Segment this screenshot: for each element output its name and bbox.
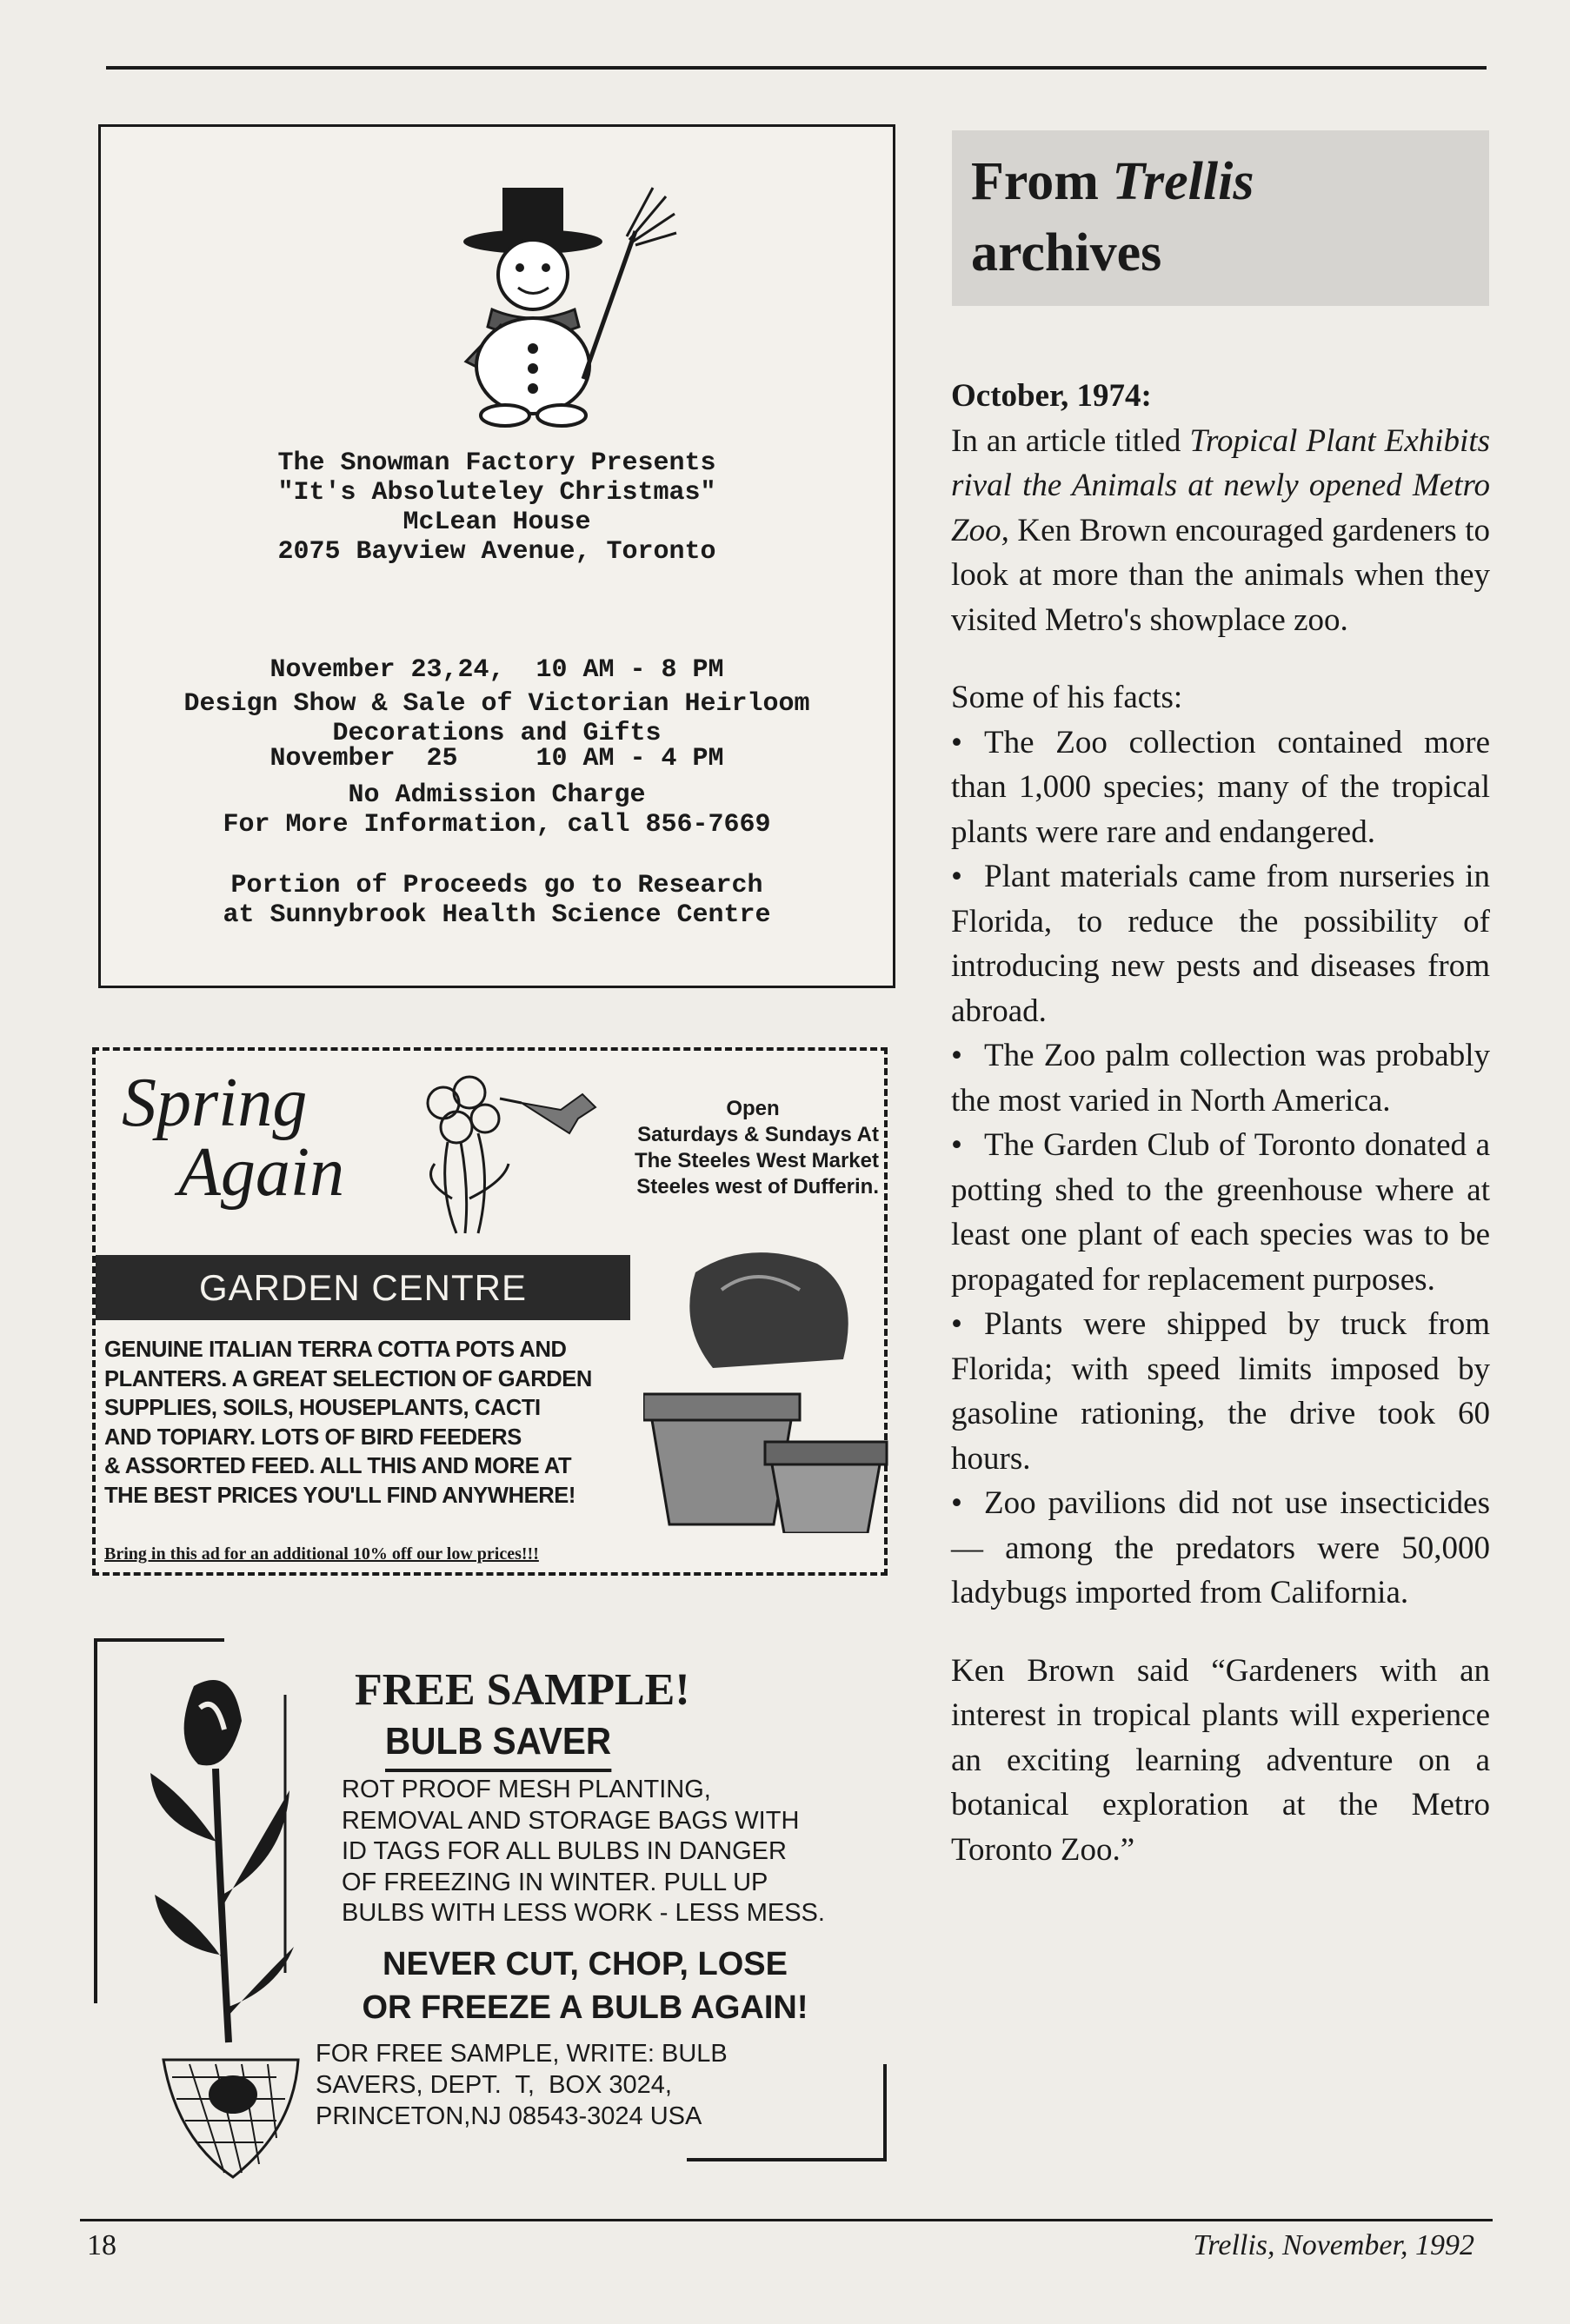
body-line: THE BEST PRICES YOU'LL FIND ANYWHERE! [104, 1483, 575, 1508]
heading-line2: archives [971, 223, 1162, 282]
article-date: October, 1974: [951, 378, 1152, 414]
heading-prefix: From [971, 152, 1113, 211]
fact-text: The Zoo palm collection was probably the most varied in North America. [951, 1038, 1490, 1119]
snowman-line: The Snowman Factory Presents [277, 448, 716, 478]
desc-line: OF FREEZING IN WINTER. PULL UP [342, 1868, 768, 1896]
fact-bullet: • Plants were shipped by truck from Florida; with speed limits imposed by gasoline rationing, the drive took 60 hours. [951, 1306, 1490, 1477]
snowman-factory-ad [98, 124, 895, 988]
spring-open-hours [592, 1096, 879, 1200]
page-number: 18 [87, 2229, 116, 2261]
fact-bullet: • The Garden Club of Toronto donated a potting shed to the greenhouse where at least one plant of each species was to be propagated for replacement purposes. [951, 1127, 1490, 1298]
desc-line: ROT PROOF MESH PLANTING, [342, 1776, 711, 1803]
fact-bullet: • The Zoo palm collection was probably the most varied in North America. [951, 1038, 1490, 1119]
snowman-intro [101, 448, 893, 567]
archives-heading-box [952, 130, 1489, 306]
snowman-date-line: November 25 10 AM - 4 PM [269, 744, 724, 774]
bulb-product-name: BULB SAVER [385, 1718, 611, 1772]
intro-post: Ken Brown encouraged gardeners to look at more than the animals when they visited Metro's showplace zoo. [951, 512, 1490, 638]
address-line: PRINCETON,NJ 08543-3024 USA [316, 2102, 702, 2130]
address-line: FOR FREE SAMPLE, WRITE: BULB [316, 2040, 728, 2068]
snowman-proceeds [101, 871, 893, 930]
snowman-date-line: November 23,24, 10 AM - 8 PM [269, 655, 724, 685]
desc-line: BULBS WITH LESS WORK - LESS MESS. [342, 1899, 825, 1927]
body-line: PLANTERS. A GREAT SELECTION OF GARDEN [104, 1366, 592, 1391]
publication-info: Trellis, November, 1992 [1193, 2229, 1474, 2261]
terra-cotta-pots-illustration [643, 1238, 895, 1533]
body-line: & ASSORTED FEED. ALL THIS AND MORE AT [104, 1454, 572, 1478]
bulb-border-right [883, 2064, 887, 2160]
fact-text: Plant materials came from nurseries in Florida, to reduce the possibility of introducing new pests and diseases from abroad. [951, 859, 1490, 1029]
open-line: Open [726, 1097, 780, 1120]
snowman-proceeds-line: Portion of Proceeds go to Research [230, 871, 763, 900]
bulb-address [316, 2038, 728, 2132]
heading-italic: Trellis [1112, 152, 1254, 211]
slogan-line: NEVER CUT, CHOP, LOSE [383, 1946, 788, 1982]
fact-bullet: • Plant materials came from nurseries in Florida, to reduce the possibility of introducing new pests and diseases from abroad. [951, 859, 1490, 1029]
spacer [951, 1616, 1490, 1649]
snowman-info-line: No Admission Charge [348, 780, 646, 810]
closing-quote: Ken Brown said “Gardeners with an interest in tropical plants will experience an exciting learning adventure on a botanical exploration at the Metro Toronto Zoo.” [951, 1652, 1490, 1868]
open-line: Steeles west of Dufferin. [636, 1175, 879, 1199]
flower-hummingbird-illustration [409, 1068, 617, 1242]
spring-again-ad [92, 1047, 888, 1576]
fact-bullet: • Zoo pavilions did not use insecticides — among the predators were 50,000 ladybugs imported from California. [951, 1485, 1490, 1610]
spring-logo-line1: Spring [122, 1065, 308, 1141]
spring-body-text [104, 1336, 592, 1511]
snowman-line: 2075 Bayview Avenue, Toronto [277, 537, 716, 567]
bulb-slogan [337, 1942, 833, 2029]
snowman-show [101, 689, 893, 748]
fact-text: The Garden Club of Toronto donated a potting shed to the greenhouse where at least one plant of each species was to be propagated for replacement purposes. [951, 1127, 1490, 1298]
open-line: Saturdays & Sundays At [637, 1123, 879, 1146]
slogan-line: OR FREEZE A BULB AGAIN! [362, 1989, 808, 2026]
body-line: GENUINE ITALIAN TERRA COTTA POTS AND [104, 1338, 567, 1362]
snowman-show-line: Design Show & Sale of Victorian Heirloom [183, 689, 810, 719]
body-line: AND TOPIARY. LOTS OF BIRD FEEDERS [104, 1424, 522, 1450]
spring-coupon-footer: Bring in this ad for an additional 10% off our low prices!!! [104, 1544, 539, 1564]
snowman-show-line: Decorations and Gifts [332, 719, 662, 748]
archives-article [951, 374, 1490, 1872]
fact-bullet: • The Zoo collection contained more than 1,000 species; many of the tropical plants were rare and endangered. [951, 724, 1490, 850]
article-intro [951, 419, 1490, 643]
fact-text: Plants were shipped by truck from Florida; with speed limits imposed by gasoline rationing, the drive took 60 hours. [951, 1306, 1490, 1477]
snowman-line: "It's Absoluteley Christmas" [277, 478, 716, 508]
open-line: The Steeles West Market [634, 1149, 879, 1172]
lily-bulb-illustration [146, 1669, 320, 2181]
bulb-headline: FREE SAMPLE! [355, 1665, 690, 1715]
snowman-info [101, 780, 893, 840]
intro-title: Tropical Plant Exhibits rival the Animals at newly opened Metro Zoo, [951, 422, 1490, 548]
spring-logo-line2: Again [178, 1134, 345, 1211]
facts-intro: Some of his facts: [951, 680, 1183, 715]
desc-line: REMOVAL AND STORAGE BAGS WITH [342, 1806, 800, 1835]
snowman-proceeds-line: at Sunnybrook Health Science Centre [223, 900, 771, 930]
bulb-description [342, 1775, 825, 1929]
bottom-rule [80, 2219, 1493, 2221]
body-line: SUPPLIES, SOILS, HOUSEPLANTS, CACTI [104, 1396, 541, 1420]
intro-pre: In an article titled [951, 422, 1190, 459]
desc-line: ID TAGS FOR ALL BULBS IN DANGER [342, 1837, 787, 1865]
fact-text: The Zoo collection contained more than 1,000 species; many of the tropical plants were rare and endangered. [951, 724, 1490, 850]
bulb-border-top [94, 1638, 224, 1642]
archives-heading [971, 146, 1254, 289]
top-rule [106, 66, 1487, 70]
bulb-border-left [94, 1638, 97, 2003]
bulb-border-bottom [687, 2158, 887, 2161]
garden-centre-banner: GARDEN CENTRE [96, 1255, 630, 1320]
snowman-line: McLean House [402, 508, 591, 537]
fact-text: Zoo pavilions did not use insecticides — among the predators were 50,000 ladybugs imported from California. [951, 1485, 1490, 1610]
snowman-info-line: For More Information, call 856-7669 [223, 810, 771, 840]
spacer [951, 642, 1490, 675]
bulb-saver-ad [94, 1638, 887, 2167]
snowman-illustration [405, 179, 683, 431]
address-line: SAVERS, DEPT. T, BOX 3024, [316, 2071, 672, 2099]
